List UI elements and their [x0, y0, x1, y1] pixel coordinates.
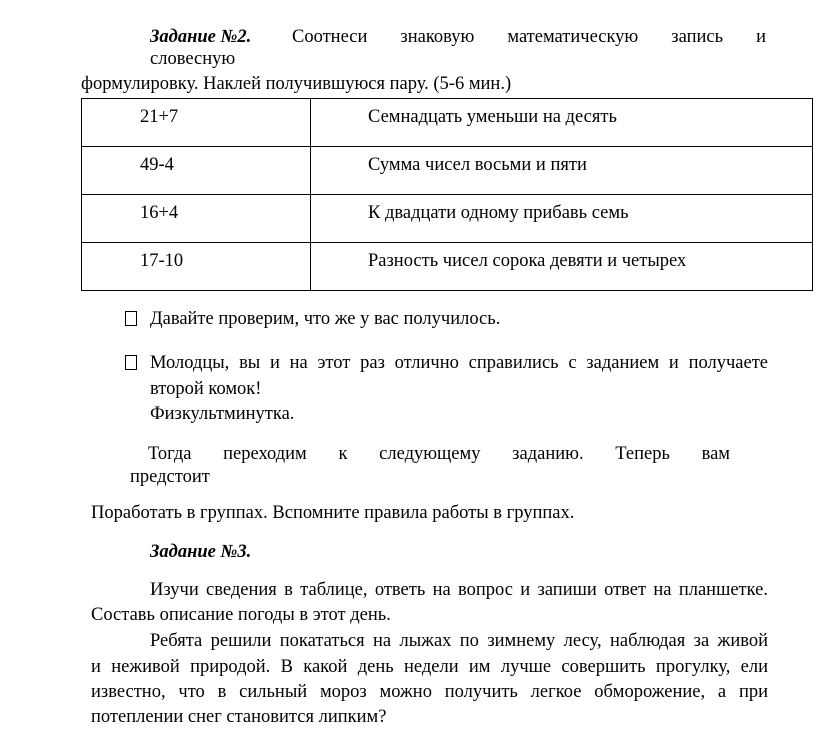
table-row — [82, 147, 813, 195]
task2-instruction-line3: формулировку. Наклей получившуюся пару. (5-6 мин.) — [81, 74, 512, 94]
expression-cell: 49-4 — [82, 147, 311, 195]
checkbox-icon — [125, 355, 137, 370]
transition-line1-text: Тогда переходим к следующему заданию. Теперь вам — [148, 444, 730, 464]
task2-heading: Задание №2. — [150, 27, 252, 47]
task3-p2-line2: и неживой природой. В какой день недели им лучше совершить прогулку, ели — [91, 657, 768, 677]
checkbox-icon — [125, 311, 137, 326]
wording-cell: Сумма чисел восьми и пяти — [311, 147, 813, 195]
wording-cell: Разность чисел сорока девяти и четырех — [311, 243, 813, 291]
transition-line1 — [148, 443, 730, 465]
expression-cell: 21+7 — [82, 99, 311, 147]
wording-cell: Семнадцать уменьши на десять — [311, 99, 813, 147]
table-row — [82, 99, 813, 147]
table-row — [82, 243, 813, 291]
bullet-praise-line1: Молодцы, вы и на этот раз отлично справились с заданием и получаете — [150, 353, 768, 373]
wording-cell: К двадцати одному прибавь семь — [311, 195, 813, 243]
expression-cell: 16+4 — [82, 195, 311, 243]
task3-p2-line1: Ребята решили покататься на лыжах по зимнему лесу, наблюдая за живой — [150, 631, 768, 651]
task2-instruction-line2: словесную — [150, 49, 236, 69]
task3-p2-line4: потеплении снег становится липким? — [91, 707, 387, 727]
task3-p1-line1: Изучи сведения в таблице, ответь на вопрос и запиши ответ на планшетке. — [150, 580, 768, 600]
transition-line3: Поработать в группах. Вспомните правила работы в группах. — [91, 503, 575, 523]
bullet-praise-line2: второй комок! — [150, 379, 262, 399]
expression-cell: 17-10 — [82, 243, 311, 291]
transition-line2: предстоит — [130, 467, 210, 487]
task2-instruction-line1: Соотнеси знаковую математическую запись и — [292, 27, 766, 47]
task3-p2-line3: известно, что в сильный мороз можно получить легкое обморожение, а при — [91, 682, 768, 702]
task3-heading: Задание №3. — [150, 542, 252, 562]
bullet-check-text: Давайте проверим, что же у вас получилось. — [150, 309, 501, 329]
task3-p1-line2: Составь описание погоды в этот день. — [91, 605, 391, 625]
table-row — [82, 195, 813, 243]
matching-table — [81, 98, 813, 291]
fizkult-label: Физкультминутка. — [150, 404, 295, 424]
